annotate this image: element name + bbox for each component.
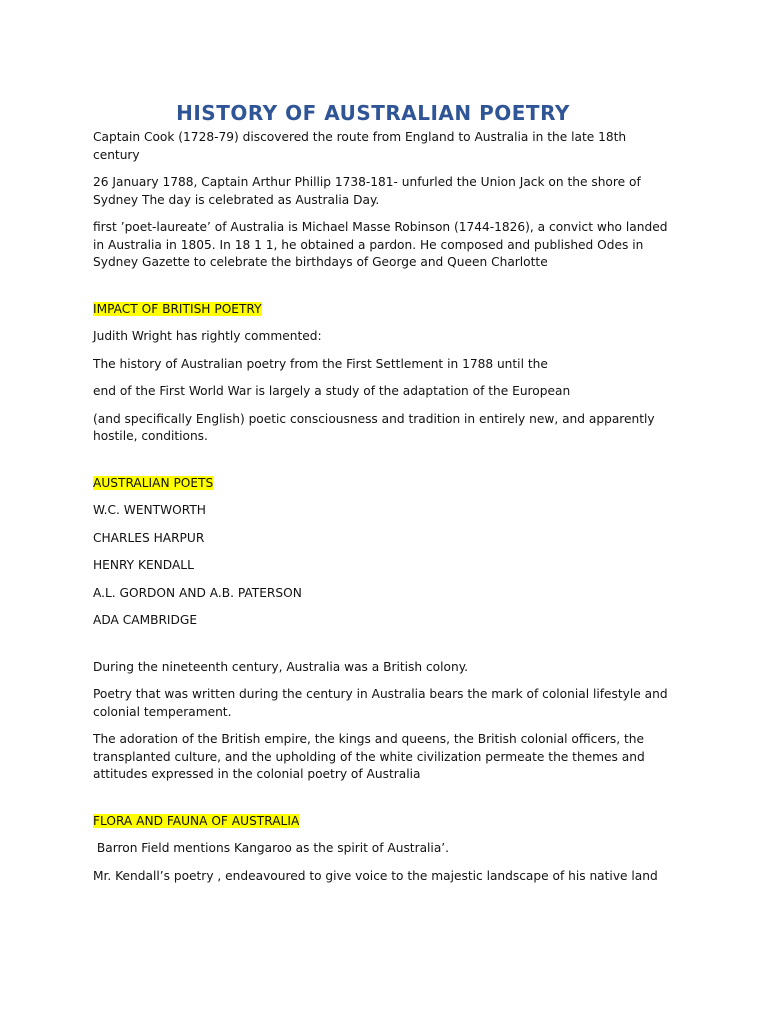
section-heading-flora [93,813,673,831]
section-heading-impact [93,301,673,319]
poet-name: A.L. GORDON AND A.B. PATERSON [93,585,302,600]
section-heading-poets [93,475,673,493]
spacer [93,794,673,813]
colonial-paragraph: During the nineteenth century, Australia was a British colony. [93,659,469,674]
impact-paragraph: end of the First World War is largely a study of the adaptation of the European [93,384,571,398]
intro-paragraph: 26 January 1788, Captain Arthur Phillip 1738-181- unfurled the Union Jack on the shore of Sydney The day is celebrated as Australia Day. [93,175,641,207]
spacer [93,282,673,301]
highlighted-heading: IMPACT OF BRITISH POETRY [93,301,262,316]
flora-paragraph: Mr. Kendall’s poetry , endeavoured to give voice to the majestic landscape of his native land [93,868,658,883]
highlighted-heading: AUSTRALIAN POETS [93,475,214,490]
poet-name: HENRY KENDALL [93,558,194,572]
poet-name: ADA CAMBRIDGE [93,613,198,627]
impact-paragraph: (and specifically English) poetic consciousness and tradition in entirely new, and apparently hostile, conditions. [93,411,655,443]
document-page [93,100,673,895]
flora-paragraph: Barron Field mentions Kangaroo as the spirit of Australia’. [93,841,450,855]
colonial-paragraph: Poetry that was written during the century in Australia bears the mark of colonial lifestyle and colonial temperament. [93,687,668,719]
poet-name: CHARLES HARPUR [93,530,205,545]
highlighted-heading: FLORA AND FAUNA OF AUSTRALIA [93,813,300,828]
intro-paragraph: first ’poet-laureate’ of Australia is Michael Masse Robinson (1744-1826), a convict who landed in Australia in 1805. In 18 1 1, he obtained a pardon. He composed and published Odes in Sydney Gazette to celebrate the birthdays of George and Queen Charlotte [93,220,668,269]
spacer [93,456,673,475]
poet-name: W.C. WENTWORTH [93,503,206,517]
colonial-paragraph: The adoration of the British empire, the kings and queens, the British colonial officers, the transplanted culture, and the upholding of the white civilization permeate the themes and attitudes expressed in the colonial poetry of Australia [93,732,645,781]
impact-paragraph: The history of Australian poetry from the First Settlement in 1788 until the [93,356,548,371]
impact-paragraph: Judith Wright has rightly commented: [93,329,322,343]
page-title: HISTORY OF AUSTRALIAN POETRY [176,101,570,125]
intro-paragraph: Captain Cook (1728-79) discovered the route from England to Australia in the late 18th century [93,130,627,162]
spacer [93,640,673,659]
